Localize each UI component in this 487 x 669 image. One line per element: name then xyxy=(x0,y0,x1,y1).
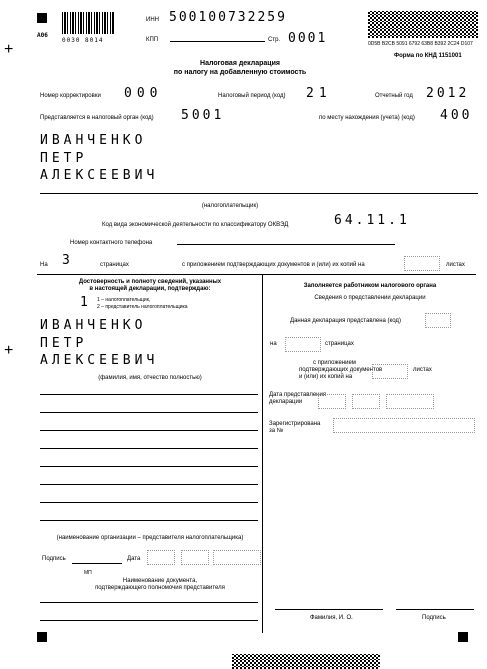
date-day-field[interactable] xyxy=(147,550,175,565)
year-value[interactable]: 2012 xyxy=(426,86,470,101)
barcode-code: A06 xyxy=(37,32,48,39)
corner-marker-bottom-right xyxy=(458,632,468,642)
form-label: Форма по КНД 1151001 xyxy=(394,53,462,59)
left-name-line1[interactable]: ИВАНЧЕНКО xyxy=(40,318,147,333)
org-line-5[interactable] xyxy=(40,466,258,467)
left-name-caption: (фамилия, имя, отчество полностью) xyxy=(98,375,202,381)
qr-barcode xyxy=(368,11,478,38)
page-value: 0001 xyxy=(288,31,328,46)
kpp-label: КПП xyxy=(146,37,159,43)
kpp-line xyxy=(170,41,265,42)
org-line-2[interactable] xyxy=(40,412,258,413)
inn-label: ИНН xyxy=(146,17,159,23)
org-line-1[interactable] xyxy=(40,394,258,395)
taxpayer-line2[interactable]: ПЕТР xyxy=(40,151,88,166)
right-on-label: на xyxy=(270,341,277,347)
stamp-label: МП xyxy=(84,570,92,576)
fio-line[interactable] xyxy=(275,609,383,610)
org-line-7[interactable] xyxy=(40,502,258,503)
right-attach-line2: подтверждающих документов xyxy=(299,367,383,373)
presented-label: Данная декларация представлена (код) xyxy=(290,318,401,324)
page-label: Стр. xyxy=(268,37,281,43)
location-value[interactable]: 400 xyxy=(440,108,473,123)
barcode xyxy=(62,12,114,34)
signer-option1: 1 – налогоплательщик, xyxy=(97,297,151,303)
correction-label: Номер корректировки xyxy=(40,93,101,99)
reg-number-field[interactable] xyxy=(333,418,475,433)
reg-line2: за № xyxy=(269,428,284,434)
right-subheading: Сведения о представлении декларации xyxy=(314,295,426,301)
right-date-line1: Дата представления xyxy=(269,392,327,398)
right-heading: Заполняется работником налогового органа xyxy=(303,283,437,289)
org-line-8[interactable] xyxy=(40,520,258,521)
signature-label: Подпись xyxy=(42,556,66,562)
doc-line-1[interactable] xyxy=(40,602,258,603)
right-pages-label: страницах xyxy=(325,341,354,347)
right-date-month-field[interactable] xyxy=(352,394,380,409)
org-line-4[interactable] xyxy=(40,448,258,449)
date-month-field[interactable] xyxy=(181,550,209,565)
right-attach-field[interactable] xyxy=(372,364,408,379)
period-value[interactable]: 21 xyxy=(306,86,332,101)
org-caption: (наименование организации – представителя налогоплательщика) xyxy=(56,535,244,541)
section-divider xyxy=(37,274,476,275)
taxpayer-caption: (налогоплательщик) xyxy=(201,203,259,209)
title-line1: Налоговая декларация xyxy=(200,60,280,67)
left-heading-line2: в настоящей декларации, подтверждаю: xyxy=(89,286,211,292)
left-name-line3[interactable]: АЛЕКСЕЕВИЧ xyxy=(40,353,159,368)
corner-marker-top-left xyxy=(37,13,47,23)
sign-line[interactable] xyxy=(396,609,474,610)
crosshair-mark-middle: + xyxy=(4,342,14,359)
pages-on-label: На xyxy=(40,262,48,268)
right-pages-field[interactable] xyxy=(285,337,321,352)
sign-label: Подпись xyxy=(422,615,446,621)
signer-option2: 2 – представитель налогоплательщика xyxy=(97,304,188,310)
location-label: по месту нахождения (учета) (код) xyxy=(319,115,415,121)
taxpayer-line3[interactable]: АЛЕКСЕЕВИЧ xyxy=(40,168,159,183)
right-sheets-label: листах xyxy=(413,367,432,373)
phone-field[interactable] xyxy=(177,244,395,245)
left-heading-line1: Достоверность и полноту сведений, указанных xyxy=(78,279,222,285)
crosshair-mark-top: + xyxy=(4,41,14,58)
left-name-line2[interactable]: ПЕТР xyxy=(40,336,88,351)
doc-line2: подтверждающего полномочия представителя xyxy=(95,585,225,591)
right-attach-line3: и (или) их копий на xyxy=(299,374,353,380)
phone-label: Номер контактного телефона xyxy=(70,240,153,246)
corner-marker-bottom-left xyxy=(37,632,47,642)
title-line2: по налогу на добавленную стоимость xyxy=(173,69,307,76)
correction-value[interactable]: 000 xyxy=(124,86,163,101)
signature-field[interactable] xyxy=(72,563,122,564)
doc-line-2[interactable] xyxy=(40,620,258,621)
inn-value: 500100732259 xyxy=(169,10,287,25)
pages-label: страницах xyxy=(100,262,129,268)
authority-label: Представляется в налоговый орган (код) xyxy=(40,115,154,121)
date-label: Дата xyxy=(127,556,141,562)
right-date-year-field[interactable] xyxy=(386,394,434,409)
attach-label: с приложением подтверждающих документов и (или) их копий на xyxy=(182,262,365,268)
reg-line1: Зарегистрирована xyxy=(269,421,321,427)
bottom-barcode xyxy=(232,654,380,669)
taxpayer-line xyxy=(40,193,478,194)
okved-label: Код вида экономической деятельности по классификатору ОКВЭД xyxy=(102,222,289,228)
doc-line1: Наименование документа, xyxy=(122,578,198,584)
right-date-line2: декларации xyxy=(269,399,303,405)
attach-sheets-field[interactable] xyxy=(404,256,440,271)
pages-value[interactable]: 3 xyxy=(62,253,72,268)
okved-value[interactable]: 64.11.1 xyxy=(334,213,410,228)
year-label: Отчетный год xyxy=(375,93,413,99)
right-attach-line1: с приложением xyxy=(313,360,356,366)
qr-code-text: 0D5B B2CB 5091 6792 63B8 B392 2C24 D107 xyxy=(368,41,473,47)
barcode-number: 0030 8014 xyxy=(62,37,104,44)
right-date-day-field[interactable] xyxy=(318,394,346,409)
org-line-3[interactable] xyxy=(40,430,258,431)
period-label: Налоговый период (код) xyxy=(218,93,286,99)
org-line-6[interactable] xyxy=(40,484,258,485)
fio-label: Фамилия, И. О. xyxy=(310,615,353,621)
taxpayer-line1[interactable]: ИВАНЧЕНКО xyxy=(40,133,147,148)
signer-value[interactable]: 1 xyxy=(80,295,90,310)
authority-value[interactable]: 5001 xyxy=(181,108,225,123)
sheets-label: листах xyxy=(446,262,465,268)
date-year-field[interactable] xyxy=(213,550,261,565)
presented-code-field[interactable] xyxy=(425,313,451,328)
